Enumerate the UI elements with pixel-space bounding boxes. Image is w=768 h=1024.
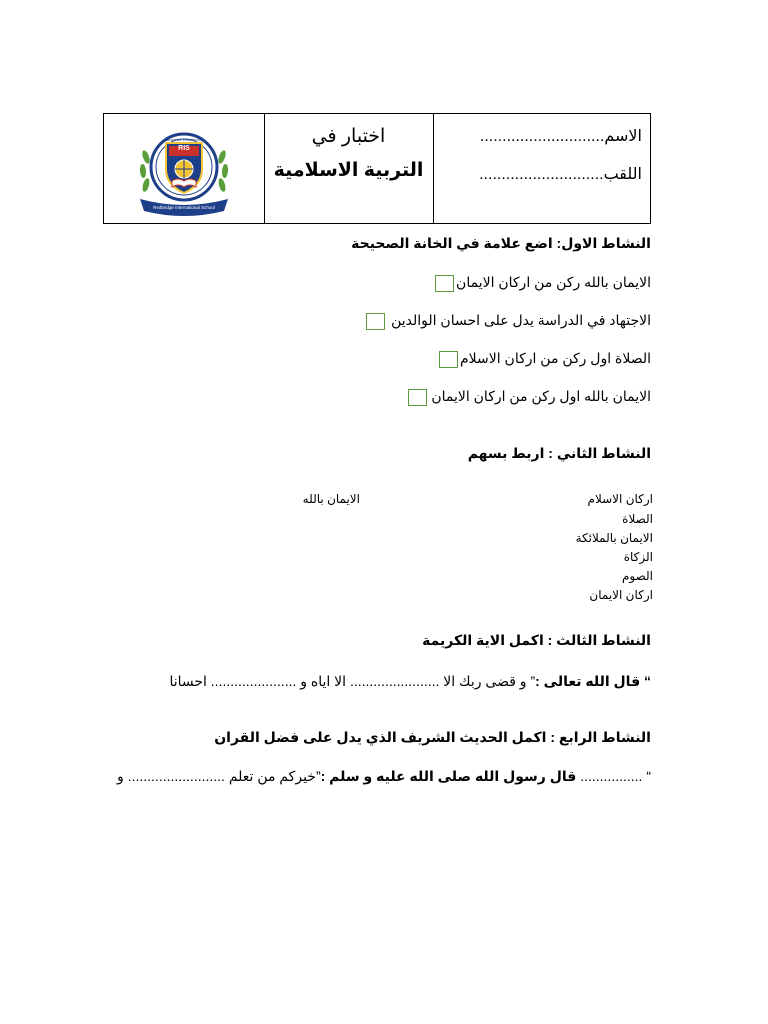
exam-title-line-2: التربية الاسلامية [273, 160, 424, 181]
surname-dots: ............................ [479, 166, 604, 183]
activity1-item-1 [435, 274, 651, 292]
activity3-title: النشاط الثالث : اكمل الاية الكريمة [422, 632, 651, 648]
surname-field [479, 164, 642, 184]
activity1-item-2 [366, 312, 651, 330]
activity1-item-4-text: الايمان بالله اول ركن من اركان الايمان [431, 388, 651, 404]
exam-title-line-1: اختبار في [311, 126, 386, 147]
activity1-item-1-text: الايمان بالله ركن من اركان الايمان [456, 274, 651, 290]
activity1-item-2-text: الاجتهاد في الدراسة يدل على احسان الوالدين [391, 312, 651, 328]
match-right-1: اركان الاسلام [587, 492, 653, 506]
surname-label: اللقب [603, 166, 642, 183]
activity1-title: النشاط الاول: اضع علامة في الخانة الصحيحة [351, 235, 651, 251]
match-right-4: الزكاة [623, 550, 653, 564]
activity2-title: النشاط الثاني : اربط بسهم [467, 445, 651, 461]
header-table [103, 113, 651, 224]
logo-school-name: Redbridge International School [153, 205, 215, 210]
hadith-bold: قال رسول الله صلى الله عليه و سلم : [320, 768, 577, 784]
match-right-2: الصلاة [622, 512, 653, 526]
checkbox-2[interactable] [366, 313, 385, 330]
verse-rest: ” و قضى ربك الا ....................... الا اياه و ...................... احسانا [169, 673, 536, 689]
hadith-line [117, 768, 651, 785]
match-right-6: اركان الايمان [589, 588, 653, 602]
hadith-open: “ ................ [580, 768, 651, 784]
logo-badge-text: RIS [178, 145, 190, 152]
checkbox-3[interactable] [439, 351, 458, 368]
match-right-3: الايمان بالملائكة [575, 531, 653, 545]
match-left-1: الايمان بالله [302, 492, 360, 506]
checkbox-4[interactable] [408, 389, 427, 406]
divider-right [433, 114, 434, 223]
activity1-item-3-text: الصلاة اول ركن من اركان الاسلام [460, 350, 651, 366]
hadith-rest: ”خيركم من تعلم ......................... و [117, 768, 321, 784]
school-logo [132, 117, 236, 221]
match-right-5: الصوم [621, 569, 653, 583]
verse-bold: “ قال الله تعالى : [535, 673, 651, 689]
verse-line [169, 673, 651, 690]
name-field [480, 126, 642, 146]
checkbox-1[interactable] [435, 275, 454, 292]
name-dots: ............................ [479, 128, 605, 145]
activity4-title: النشاط الرابع : اكمل الحديث الشريف الذي يدل على فضل القران [214, 729, 651, 745]
name-label: الاسم [604, 128, 642, 145]
activity1-item-3 [439, 350, 651, 368]
activity1-item-4 [408, 388, 651, 406]
logo-motto-text: strive for excellence [166, 137, 202, 142]
